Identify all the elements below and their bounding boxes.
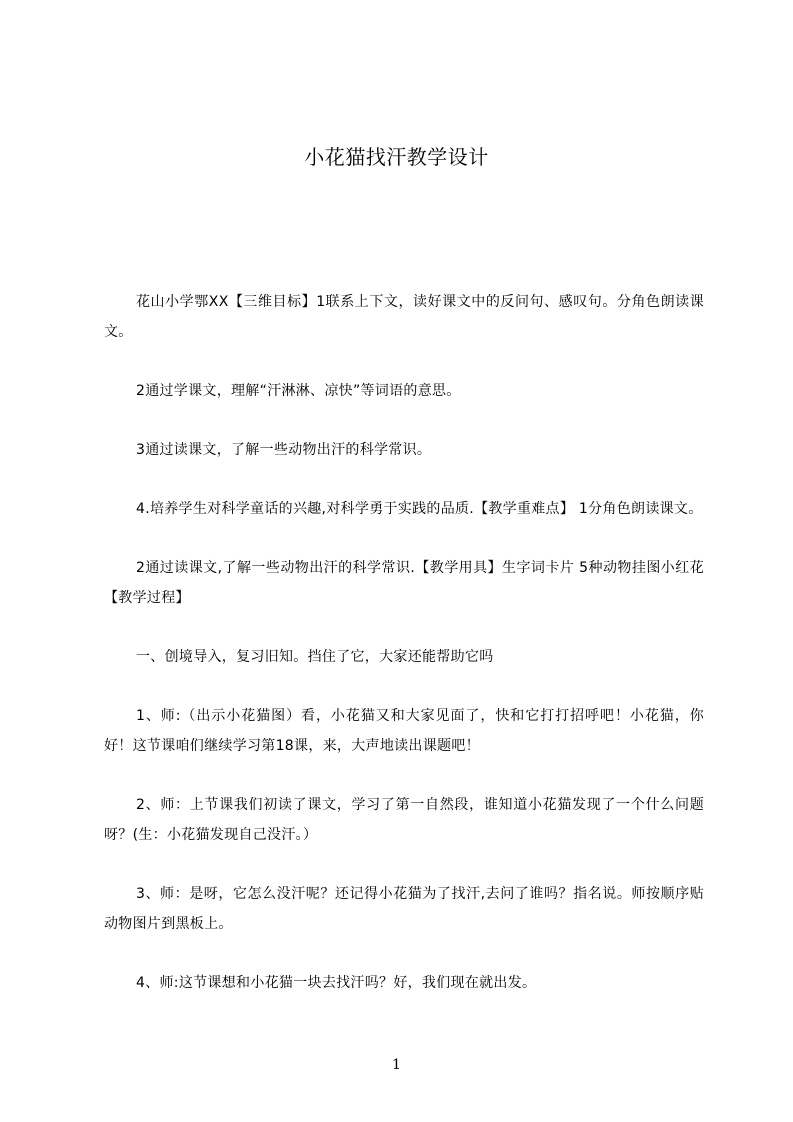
paragraph-9: 3、师：是呀，它怎么没汗呢？还记得小花猫为了找汗,去问了谁吗？指名说。师按顺序贴动物图片到黑板上。 — [104, 886, 704, 932]
paragraph-8: 2、师：上节课我们初读了课文，学习了第一自然段，谁知道小花猫发现了一个什么问题呀？(生：小花猫发现自己没汗。） — [104, 797, 704, 843]
page-number: 1 — [392, 1057, 401, 1073]
paragraph-3: 3通过读课文，了解一些动物出汗的科学常识。 — [136, 442, 432, 458]
document-title: 小花猫找汗教学设计 — [304, 145, 489, 169]
paragraph-2: 2通过学课文，理解“汗淋淋、凉快”等词语的意思。 — [136, 383, 461, 399]
document-body — [104, 287, 704, 1027]
paragraph-5: 2通过读课文,了解一些动物出汗的科学常识.【教学用具】生字词卡片 5种动物挂图小红花【教学过程】 — [104, 560, 704, 606]
paragraph-6: 一、创境导入，复习旧知。挡住了它，大家还能帮助它吗 — [136, 649, 494, 665]
paragraph-7: 1、师:（出示小花猫图）看，小花猫又和大家见面了，快和它打打招呼吧！小花猫，你好！这节课咱们继续学习第18课，来，大声地读出课题吧！ — [104, 708, 704, 754]
paragraph-1: 花山小学鄂XX【三维目标】1联系上下文，读好课文中的反问句、感叹句。分角色朗读课文。 — [104, 294, 704, 340]
paragraph-4: 4.培养学生对科学童话的兴趣,对科学勇于实践的品质.【教学重难点】 1分角色朗读课文。 — [136, 501, 703, 517]
paragraph-10: 4、师:这节课想和小花猫一块去找汗吗？好，我们现在就出发。 — [136, 975, 537, 991]
